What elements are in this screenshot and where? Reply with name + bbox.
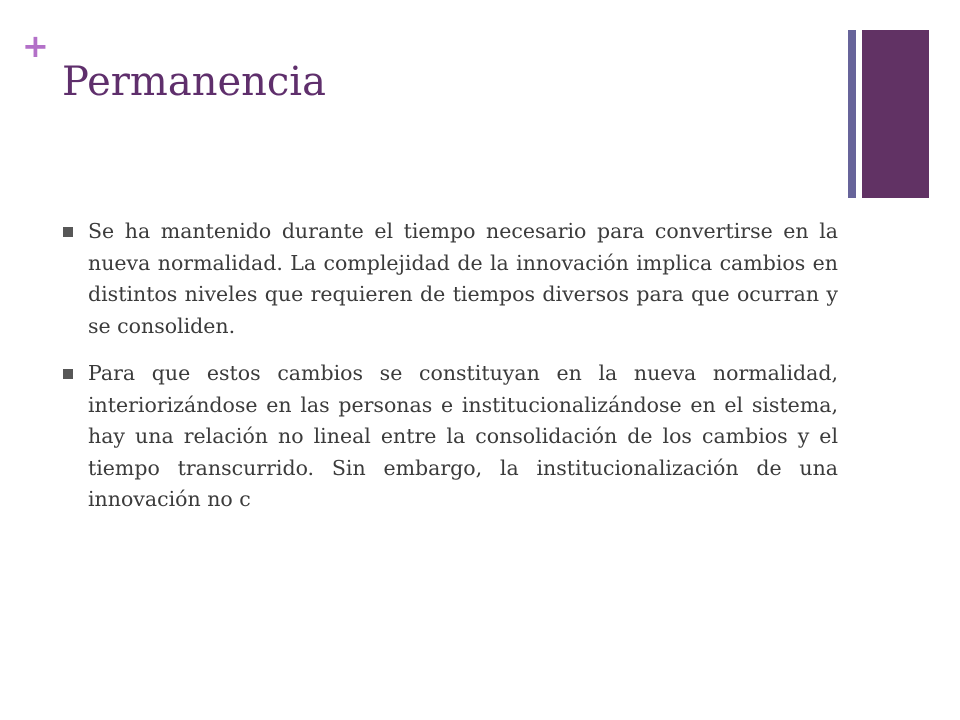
bullet-list	[62, 216, 838, 532]
square-bullet-icon	[63, 227, 73, 237]
decorative-bar-thin	[848, 30, 856, 198]
slide-title: Permanencia	[62, 59, 326, 105]
decorative-bar-wide	[862, 30, 929, 198]
square-bullet-icon	[63, 369, 73, 379]
bullet-text: Para que estos cambios se constituyan en la nueva normalidad, interiorizándose en las personas e institucionalizándose en el sistema, hay una relación no lineal entre la consolidación de los cambios y el tiempo transcurrido. Sin embargo, la institucionalización de una innovación no c	[88, 361, 838, 511]
plus-icon: +	[22, 27, 49, 65]
bullet-item	[62, 358, 838, 516]
bullet-text: Se ha mantenido durante el tiempo necesario para convertirse en la nueva normalidad. La complejidad de la innovación implica cambios en distintos niveles que requieren de tiempos diversos para que ocurran y se consoliden.	[88, 219, 838, 338]
bullet-item	[62, 216, 838, 342]
